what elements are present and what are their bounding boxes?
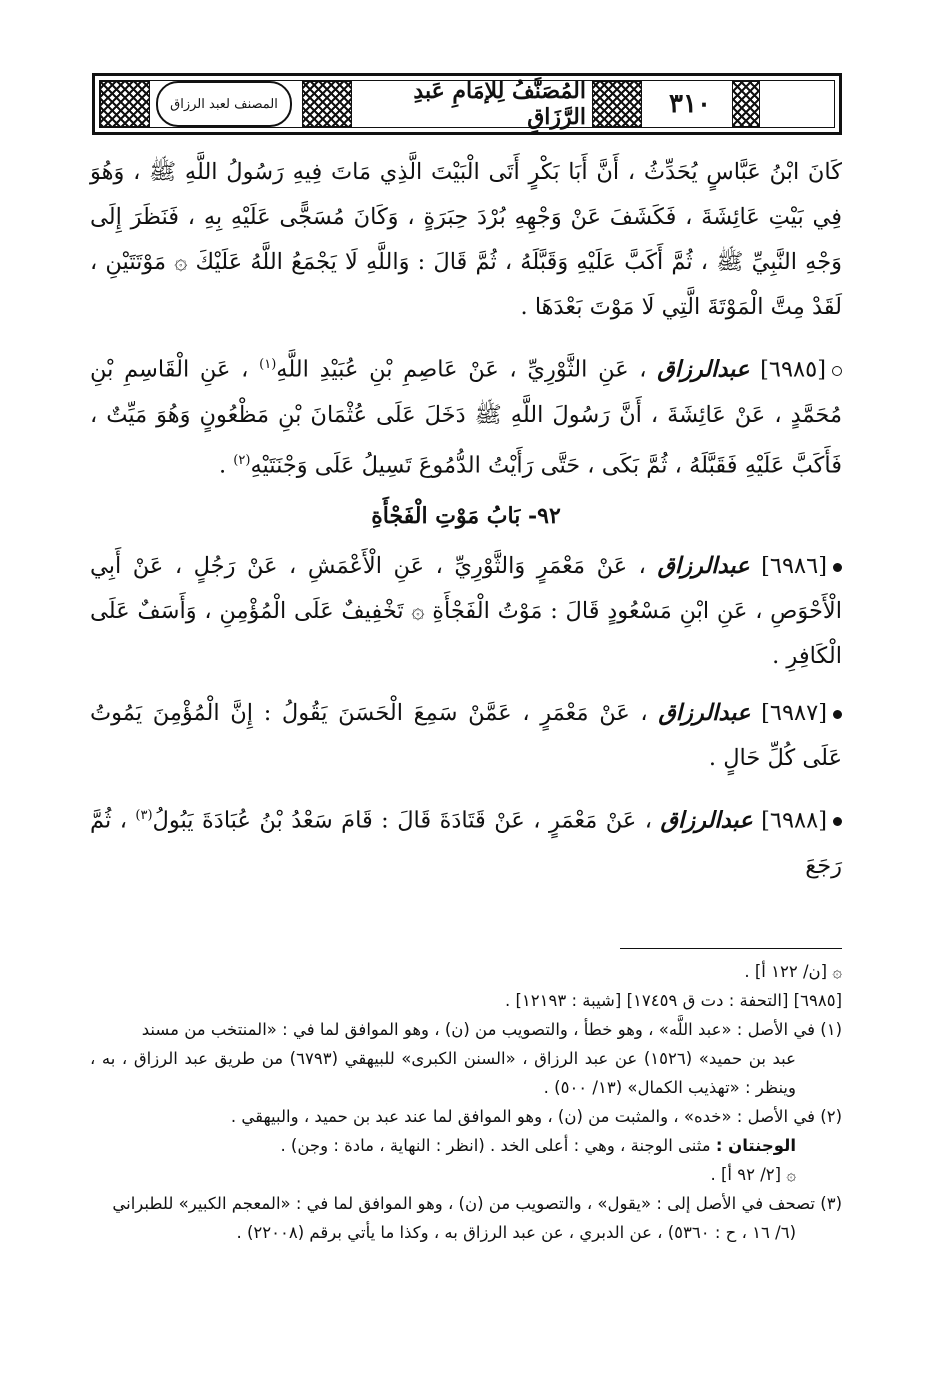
footnote-1 xyxy=(90,1015,842,1044)
text-line: ، عَنْ مَعْمَرٍ وَالثَّوْرِيِّ ، عَنِ الْأَعْمَشِ ، عَنْ رَجُلٍ ، عَنْ xyxy=(132,553,646,579)
footnote-2-gloss xyxy=(90,1131,842,1160)
footnote-line: عبد الرزاق ، به ، وينظر : «تهذيب الكمال» (١٣/ ٥٠٠) . xyxy=(90,1049,796,1097)
paragraph-continuation xyxy=(90,150,842,330)
footnote-2: (٢) في الأصل : «خده» ، والمثبت من (ن) ، وهو الموافق لما عند عبد بن حميد ، والبيهقي . xyxy=(230,1107,842,1126)
text-line: حَالٍ . xyxy=(708,745,761,771)
text-line: عَلَى الْكَافِرِ . xyxy=(90,598,842,669)
footnote-line: (٣) تصحف في الأصل إلى : «يقول» ، والتصويب من (ن) ، وهو الموافق لما في : «المعجم الكبير» للطبراني xyxy=(112,1194,842,1213)
bullet-icon xyxy=(833,817,842,826)
footnote-ref[interactable]: (٢) xyxy=(233,452,251,468)
text-line: ، ثُمَّ رَجَعَ xyxy=(90,807,842,879)
text-line: ﷺ ، ثُمَّ أَكَبَّ عَلَيْهِ وَقَبَّلَهُ ، ثُمَّ قَالَ : وَاللَّهِ لَا يَجْمَعُ اللَّهُ عَلَيْكَ ۞ مَوْتَتَيْنِ ، لَقَدْ مِتَّ xyxy=(90,249,842,320)
hadith-number: [٦٩٨٧] xyxy=(761,700,828,726)
hadith-6985 xyxy=(90,342,842,488)
author-name: عبدالرزاق xyxy=(658,700,751,726)
text-line: ، عَنِ الثَّوْرِيِّ ، عَنْ عَاصِمِ بْنِ عُبَيْدِ اللَّهِ xyxy=(276,356,647,383)
footnote-line: (١) في الأصل : «عبد اللَّه» ، وهو خطأ ، والتصويب من (ن) ، وهو الموافق لما في : «المنتخب من مسند xyxy=(141,1020,842,1039)
hadith-number: [٦٩٨٦] xyxy=(761,553,827,579)
footnote-line: (٦/ ١٦ ، ح : ٥٣٦٠) ، عن الدبري ، عن عبد الرزاق به ، وكذا ما يأتي برقم (٢٢٠٠٨) . xyxy=(236,1223,796,1242)
page-header xyxy=(92,73,842,135)
running-title: المُصَنَّفُ لِلإمَامِ عَبدِ الرَّزَاقِ xyxy=(413,78,586,130)
text-line: ، عَنْ مَعْمَرٍ ، عَنْ قَتَادَةَ قَالَ : قَامَ سَعْدُ بْنُ عُبَادَةَ يَبُولُ xyxy=(152,807,653,834)
chapter-title: ٩٢- بَابُ مَوْتِ الْفَجْأَةِ xyxy=(371,503,561,529)
hadith-6986 xyxy=(90,544,842,679)
bullet-icon xyxy=(833,710,842,719)
author-name: عبدالرزاق xyxy=(660,807,753,834)
author-name: عبدالرزاق xyxy=(657,553,750,579)
bullet-icon xyxy=(833,563,842,572)
footnote-ref[interactable]: (١) xyxy=(259,357,277,372)
footnote-divider xyxy=(620,948,842,949)
author-name: عبدالرزاق xyxy=(657,356,750,383)
text-line: ، عَنِ الْقَاسِمِ بْنِ مُحَمَّدٍ ، xyxy=(90,356,842,428)
text-line: أَبِي الْأَحْوَصِ ، عَنِ ابْنِ مَسْعُودٍ قَالَ : مَوْتُ الْفَجْأَةِ ۞ تَخْفِيفٌ عَلَى الْمُؤْمِنِ ، وَأَسَفٌ xyxy=(90,553,843,624)
footnote-takhrij: [٦٩٨٥] [التحفة : دت ق ١٧٤٥٩] [شيبة : ١٢١٩٣] . xyxy=(504,991,842,1010)
footnote-page-ref: ۞ [ن/ ١٢٢ أ] . xyxy=(744,962,842,981)
footnote-page-ref-2: ۞ [٢/ ٩٢ أ] . xyxy=(710,1165,796,1184)
hadith-6988 xyxy=(90,793,842,889)
text-line: بَيْتِ عَائِشَةَ ، فَكَشَفَ عَنْ وَجْهِهِ بُرْدَ حِبَرَةٍ ، وَكَانَ مُسَجًّى عَلَيْهِ بِهِ ، فَنَظَرَ إِلَى وَجْهِ النَّبِيِّ xyxy=(90,204,842,275)
main-text xyxy=(90,150,842,889)
book-logo-text: المصنف لعبد الرزاق xyxy=(170,96,278,112)
page-number: ٣١٠ xyxy=(652,81,728,127)
footnotes xyxy=(90,957,842,1247)
ornament-center-left xyxy=(302,81,352,127)
text-line: الْمَوْتَةَ الَّتِي لَا مَوْتَ بَعْدَهَا . xyxy=(520,294,764,320)
text-end: . xyxy=(218,452,234,478)
book-logo xyxy=(156,81,292,127)
ornament-left xyxy=(100,81,150,127)
text-line: عَنْ عَائِشَةَ ، أَنَّ رَسُولَ اللَّهِ ﷺ دَخَلَ عَلَى عُثْمَانَ بْنِ مَظْعُونٍ وَهُوَ مَيِّتٌ ، فَأَكَبَّ عَلَيْهِ xyxy=(90,401,842,478)
footnote-3 xyxy=(90,1189,842,1218)
circle-marker-icon xyxy=(832,366,842,376)
hadith-number: [٦٩٨٨] xyxy=(761,807,827,834)
text-line: ، عَنْ مَعْمَرٍ ، عَمَّنْ سَمِعَ الْحَسَنَ يَقُولُ : إِنَّ الْمُؤْمِنَ يَمُوتُ عَلَى كُلِّ xyxy=(90,700,842,771)
ornament-center-right xyxy=(592,81,642,127)
footnote-1-cont xyxy=(90,1044,842,1102)
gloss-text: مثنى الوجنة ، وهي : أعلى الخد . (انظر : النهاية ، مادة : وجن) . xyxy=(280,1136,716,1155)
footnote-ref[interactable]: (٣) xyxy=(135,808,153,823)
hadith-number: [٦٩٨٥] xyxy=(760,356,826,383)
gloss-term: الوجنتان : xyxy=(715,1136,796,1155)
text-line: فَقَبَّلَهُ ، ثُمَّ بَكَى ، حَتَّى رَأَيْتُ الدُّمُوعَ تَسِيلُ عَلَى وَجْنَتَيْهِ xyxy=(250,452,738,478)
hadith-6987 xyxy=(90,691,842,781)
footnote-line: عبد بن حميد» (١٥٢٦) عن عبد الرزاق ، «السنن الكبرى» للبيهقي (٦٧٩٣) من طريق xyxy=(214,1049,796,1068)
footnote-3-cont xyxy=(90,1218,842,1247)
ornament-right xyxy=(732,81,760,127)
text-line: كَانَ ابْنُ عَبَّاسٍ يُحَدِّثُ ، أَنَّ أَبَا بَكْرٍ أَتَى الْبَيْتَ الَّذِي مَاتَ فِيهِ رَسُولُ اللَّهِ ﷺ ، وَهُوَ فِي xyxy=(90,159,843,230)
